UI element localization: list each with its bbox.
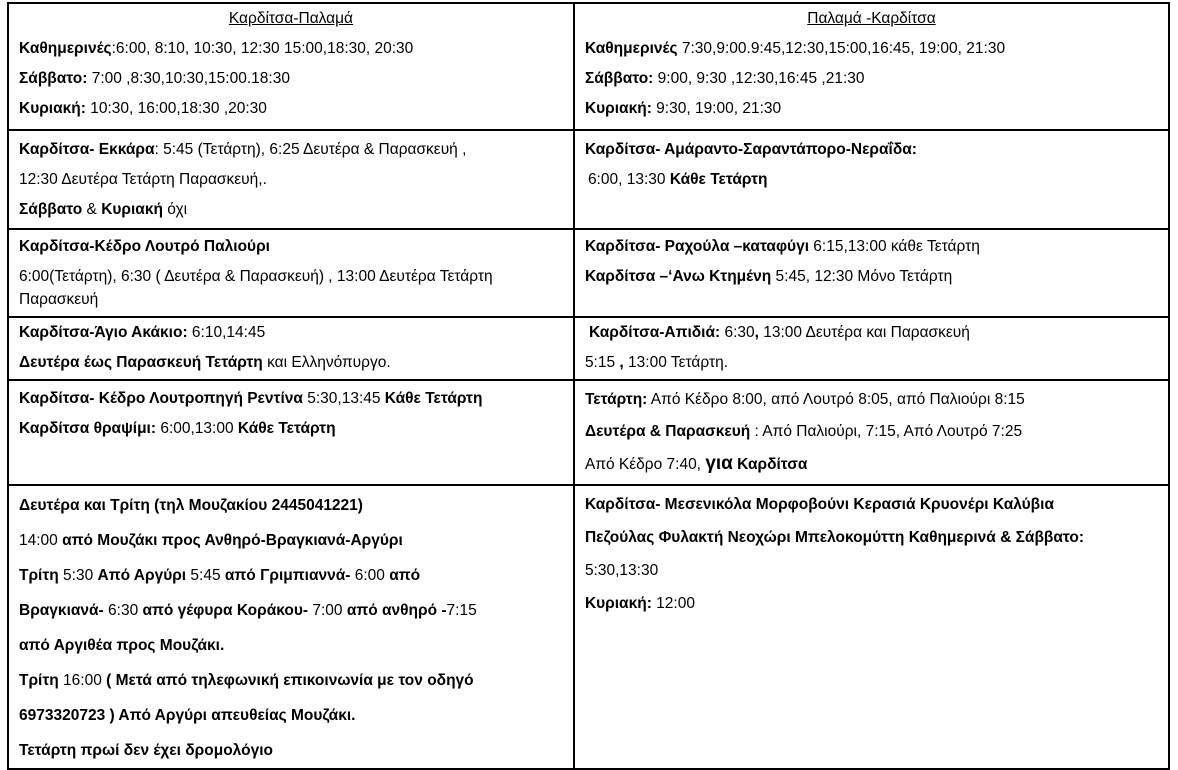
schedule-agio-akakio bbox=[8, 317, 574, 380]
route-times: 13:00 Τετάρτη. bbox=[623, 354, 729, 371]
weekdays-times: 7:30,9:00.9:45,12:30,15:00,16:45, 19:00, 21:30 bbox=[677, 40, 1006, 57]
route-days: Δευτέρα και Τρίτη (τηλ Μουζακίου 2445041221) bbox=[19, 497, 363, 514]
route-times: 13:00 Δευτέρα και Παρασκευή bbox=[758, 324, 970, 341]
route-times-line2: 12:30 Δευτέρα Τετάρτη Παρασκευή,. bbox=[19, 171, 267, 188]
schedule-ekkara bbox=[8, 130, 574, 229]
route-days: Κάθε Τετάρτη bbox=[669, 171, 768, 188]
schedule-mesenikola bbox=[574, 485, 1169, 769]
route-days: Κάθε Τετάρτη bbox=[384, 390, 483, 407]
schedule-karditsa-palama bbox=[8, 3, 574, 130]
route-header: Παλαμά -Καρδίτσα bbox=[807, 10, 936, 27]
route-name: Καρδίτσα- Αμάραντο-Σαραντάπορο-Νεραΐδα: bbox=[584, 141, 917, 158]
route-times: 5:30,13:45 bbox=[302, 390, 385, 407]
route-times: : 5:45 (Τετάρτη), 6:25 Δευτέρα & Παρασκευή , bbox=[154, 141, 467, 158]
route-name: Καρδίτσα- Ραχούλα –καταφύγι bbox=[584, 238, 809, 255]
route-name: Καρδίτσα- Κέδρο Λουτροπηγή Ρεντίνα bbox=[19, 390, 303, 407]
route-times: 6:00 bbox=[350, 567, 390, 584]
mon-fri-label: Δευτέρα & Παρασκευή bbox=[584, 423, 751, 440]
route-times: 7:00 bbox=[308, 602, 347, 619]
route-name: Καρδίτσα-Απιδιά: bbox=[588, 324, 721, 341]
route-days: Τρίτη bbox=[19, 567, 59, 584]
route-name: Καρδίτσα θραψίμι: bbox=[19, 420, 157, 437]
sunday-label: Κυριακή bbox=[101, 201, 163, 218]
stop-name: Βραγκιανά- bbox=[19, 602, 104, 619]
route-times: 7:15 bbox=[446, 602, 477, 619]
table-row bbox=[8, 130, 1169, 229]
sunday-times: 10:30, 16:00,18:30 ,20:30 bbox=[85, 100, 267, 117]
schedule-mouzaki bbox=[8, 485, 574, 769]
table-row bbox=[8, 380, 1169, 485]
route-days: Δευτέρα έως Παρασκευή Τετάρτη bbox=[19, 354, 263, 371]
no-service: όχι bbox=[162, 201, 188, 218]
sunday-times: 9:30, 19:00, 21:30 bbox=[651, 100, 782, 117]
route-times: 5:45, 12:30 Μόνο Τετάρτη bbox=[771, 268, 953, 285]
table-row bbox=[8, 3, 1169, 130]
route-days: Κάθε Τετάρτη bbox=[237, 420, 336, 437]
weekdays-label: Καθημερινές bbox=[19, 40, 112, 57]
separator: , bbox=[754, 324, 759, 341]
schedule-kedro-loutro bbox=[8, 229, 574, 317]
route-name: Καρδίτσα-Άγιο Ακάκιο: bbox=[19, 324, 188, 341]
table-row bbox=[8, 229, 1169, 317]
schedule-palama-karditsa bbox=[574, 3, 1169, 130]
saturday-times: 9:00, 9:30 ,12:30,16:45 ,21:30 bbox=[653, 70, 865, 87]
route-times: 6:10,14:45 bbox=[187, 324, 266, 341]
route-note: ( Μετά από τηλεφωνική επικοινωνία με τον οδηγό bbox=[106, 672, 474, 689]
route-note: Τετάρτη πρωί δεν έχει δρομολόγιο bbox=[19, 742, 273, 759]
route-name: Καρδίτσα- Εκκάρα bbox=[19, 141, 155, 158]
table-row bbox=[8, 317, 1169, 380]
saturday-label: Σάββατο: bbox=[19, 70, 88, 87]
route-times: 5:30,13:30 bbox=[584, 562, 659, 579]
stop-name: από γέφυρα Κοράκου- bbox=[142, 602, 309, 619]
saturday-times: 7:00 ,8:30,10:30,15:00.18:30 bbox=[87, 70, 290, 87]
separator: , bbox=[619, 354, 624, 371]
stop-name: από ανθηρό - bbox=[346, 602, 447, 619]
route-days: Τρίτη bbox=[19, 672, 59, 689]
for-label: για bbox=[705, 453, 733, 474]
route-name: από Μουζάκι προς Ανθηρό-Βραγκιανά-Αργύρι bbox=[62, 532, 403, 549]
weekdays-times: :6:00, 8:10, 10:30, 12:30 15:00,18:30, 20:30 bbox=[111, 40, 414, 57]
stop-name: Από Αργύρι bbox=[97, 567, 187, 584]
route-name: Καρδίτσα –‘Ανω Κτημένη bbox=[584, 268, 772, 285]
route-times: 6:30 bbox=[720, 324, 755, 341]
route-times: 6:00,13:00 bbox=[156, 420, 238, 437]
route-times: 6:00(Τετάρτη), 6:30 ( Δευτέρα & Παρασκευή) , 13:00 Δευτέρα Τετάρτη Παρασκευή bbox=[19, 268, 493, 308]
route-header: Καρδίτσα-Παλαμά bbox=[228, 10, 354, 27]
sunday-label: Κυριακή: bbox=[584, 595, 652, 612]
saturday-label: Σάββατο: bbox=[584, 70, 654, 87]
weekdays-label: Καθημερινές bbox=[584, 40, 678, 57]
table-row bbox=[8, 485, 1169, 769]
route-times: : Από Παλιούρι, 7:15, Από Λουτρό 7:25 bbox=[750, 423, 1023, 440]
stop-name: από Αργιθέα προς Μουζάκι. bbox=[19, 637, 225, 654]
stop-name: από Γριμπιαννά- bbox=[224, 567, 351, 584]
timetable bbox=[7, 2, 1170, 770]
saturday-label: Σάββατο bbox=[19, 201, 83, 218]
schedule-raxoula bbox=[574, 229, 1169, 317]
schedule-kedro-return bbox=[574, 380, 1169, 485]
schedule-apidia bbox=[574, 317, 1169, 380]
sunday-label: Κυριακή: bbox=[584, 100, 652, 117]
route-times: 5:30 bbox=[58, 567, 98, 584]
route-times: 12:00 bbox=[651, 595, 695, 612]
ampersand: & bbox=[82, 201, 102, 218]
schedule-rentina bbox=[8, 380, 574, 485]
route-extra: και Ελληνόπυργο. bbox=[262, 354, 391, 371]
route-times: 6:30 bbox=[103, 602, 143, 619]
stop-name: από bbox=[389, 567, 421, 584]
route-name: Πεζούλας Φυλακτή Νεοχώρι Μπελοκομύττη Καθημερινά & Σάββατο: bbox=[584, 529, 1085, 546]
wednesday-label: Τετάρτη: bbox=[584, 391, 648, 408]
route-times: 5:45 bbox=[186, 567, 225, 584]
route-times: Από Κέδρο 8:00, από Λουτρό 8:05, από Παλιούρι 8:15 bbox=[647, 391, 1025, 408]
route-times: 16:00 bbox=[58, 672, 107, 689]
route-times: 14:00 bbox=[19, 532, 63, 549]
sunday-label: Κυριακή: bbox=[19, 100, 86, 117]
route-name: Καρδίτσα-Κέδρο Λουτρό Παλιούρι bbox=[19, 238, 270, 255]
schedule-amaranto bbox=[574, 130, 1169, 229]
route-times: 6:00, 13:30 bbox=[587, 171, 670, 188]
route-note: 6973320723 ) Από Αργύρι απευθείας Μουζάκι. bbox=[19, 707, 356, 724]
destination: Καρδίτσα bbox=[732, 456, 808, 473]
route-times: 5:15 bbox=[584, 354, 620, 371]
route-name: Καρδίτσα- Μεσενικόλα Μορφοβούνι Κερασιά Κρυονέρι Καλύβια bbox=[584, 496, 1054, 513]
route-times: 6:15,13:00 κάθε Τετάρτη bbox=[809, 238, 980, 255]
route-times: Από Κέδρο 7:40, bbox=[584, 456, 706, 473]
